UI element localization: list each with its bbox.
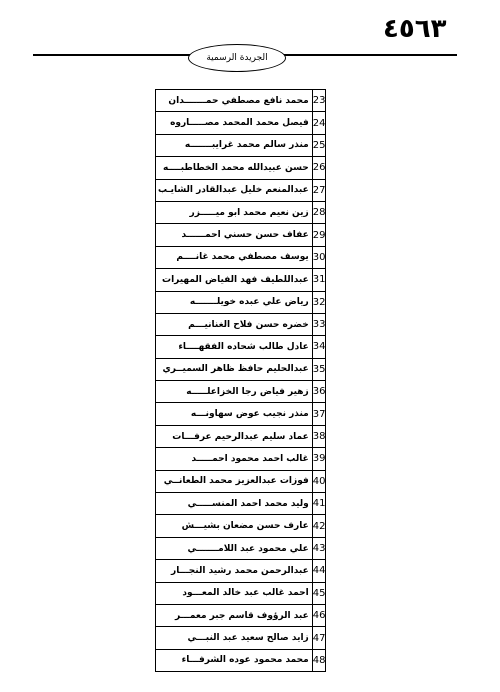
row-number: 31 <box>312 269 326 291</box>
row-number: 34 <box>312 336 326 358</box>
table-row <box>156 336 326 358</box>
table-row <box>156 582 326 604</box>
row-name: عبد الرؤوف قاسم جبر معمـــر <box>156 604 313 626</box>
row-number: 28 <box>312 201 326 223</box>
table-row <box>156 649 326 671</box>
table-row <box>156 448 326 470</box>
row-name: عبدالرحمن محمد رشيد النجـــار <box>156 560 313 582</box>
table-row <box>156 112 326 134</box>
names-table <box>155 89 326 672</box>
row-number: 24 <box>312 112 326 134</box>
row-name: عادل طالب شحاده الفقهــــاء <box>156 336 313 358</box>
row-number: 39 <box>312 448 326 470</box>
row-name: علي محمود عبد اللامـــــــي <box>156 537 313 559</box>
table-row <box>156 493 326 515</box>
row-number: 35 <box>312 358 326 380</box>
row-name: احمد غالب عبد خالد المعـــود <box>156 582 313 604</box>
row-number: 43 <box>312 537 326 559</box>
journal-title <box>188 44 286 72</box>
row-name: عبدالحليم حافظ ظاهر السميــري <box>156 358 313 380</box>
row-name: محمد نافع مصطفي حمـــــــدان <box>156 90 313 112</box>
row-name: زايد صالح سعيد عبد النبـــي <box>156 627 313 649</box>
table-row <box>156 313 326 335</box>
row-number: 27 <box>312 179 326 201</box>
row-name: عبداللطيف فهد الفياض المهيرات <box>156 269 313 291</box>
row-number: 25 <box>312 134 326 156</box>
table-row <box>156 246 326 268</box>
row-number: 32 <box>312 291 326 313</box>
row-name: عبدالمنعم خليل عبدالقادر الشايـب <box>156 179 313 201</box>
row-name: عماد سليم عبدالرحيم عرفـــات <box>156 425 313 447</box>
table-row <box>156 224 326 246</box>
table-row <box>156 179 326 201</box>
table-row <box>156 537 326 559</box>
row-number: 30 <box>312 246 326 268</box>
row-name: حسن عبيدالله محمد الخطاطبــــه <box>156 157 313 179</box>
row-number: 40 <box>312 470 326 492</box>
names-table-body <box>156 90 326 672</box>
row-number: 29 <box>312 224 326 246</box>
row-name: رياض علي عبده خويلـــــــه <box>156 291 313 313</box>
row-number: 48 <box>312 649 326 671</box>
page-number: ٤٥٦٣ <box>383 14 447 44</box>
table-row <box>156 291 326 313</box>
table-row <box>156 560 326 582</box>
row-number: 45 <box>312 582 326 604</box>
row-name: عارف حسن مضعان بشيـــش <box>156 515 313 537</box>
row-number: 36 <box>312 381 326 403</box>
row-number: 42 <box>312 515 326 537</box>
table-row <box>156 515 326 537</box>
row-name: فيصل محمد المحمد مصـــــاروه <box>156 112 313 134</box>
row-name: خضره حسن فلاح الغنانيـــم <box>156 313 313 335</box>
table-row <box>156 157 326 179</box>
table-row <box>156 604 326 626</box>
row-name: زين نعيم محمد ابو ميـــــزر <box>156 201 313 223</box>
table-row <box>156 381 326 403</box>
row-name: زهير فياض رجا الخزاعلـــــه <box>156 381 313 403</box>
table-row <box>156 358 326 380</box>
table-row <box>156 470 326 492</box>
table-row <box>156 403 326 425</box>
table-row <box>156 269 326 291</box>
row-number: 37 <box>312 403 326 425</box>
row-number: 23 <box>312 90 326 112</box>
row-name: يوسف مصطفي محمد غانــــم <box>156 246 313 268</box>
table-row <box>156 627 326 649</box>
table-row <box>156 90 326 112</box>
row-number: 44 <box>312 560 326 582</box>
table-row <box>156 425 326 447</box>
row-number: 46 <box>312 604 326 626</box>
row-number: 26 <box>312 157 326 179</box>
row-name: وليد محمد احمد المنســـــي <box>156 493 313 515</box>
row-name: منذر نجيب عوض سهاونـــه <box>156 403 313 425</box>
row-number: 47 <box>312 627 326 649</box>
row-name: غالب احمد محمود احمـــــد <box>156 448 313 470</box>
row-number: 33 <box>312 313 326 335</box>
row-number: 38 <box>312 425 326 447</box>
row-name: منذر سالم محمد غرايبـــــــه <box>156 134 313 156</box>
row-name: فوزات عبدالعزيز محمد الطعانــي <box>156 470 313 492</box>
journal-title-text: الجريدة الرسمية <box>206 53 268 63</box>
table-row <box>156 134 326 156</box>
row-name: عفاف حسن حسني احمــــــد <box>156 224 313 246</box>
row-name: محمد محمود عوده الشرفـــاء <box>156 649 313 671</box>
row-number: 41 <box>312 493 326 515</box>
table-row <box>156 201 326 223</box>
